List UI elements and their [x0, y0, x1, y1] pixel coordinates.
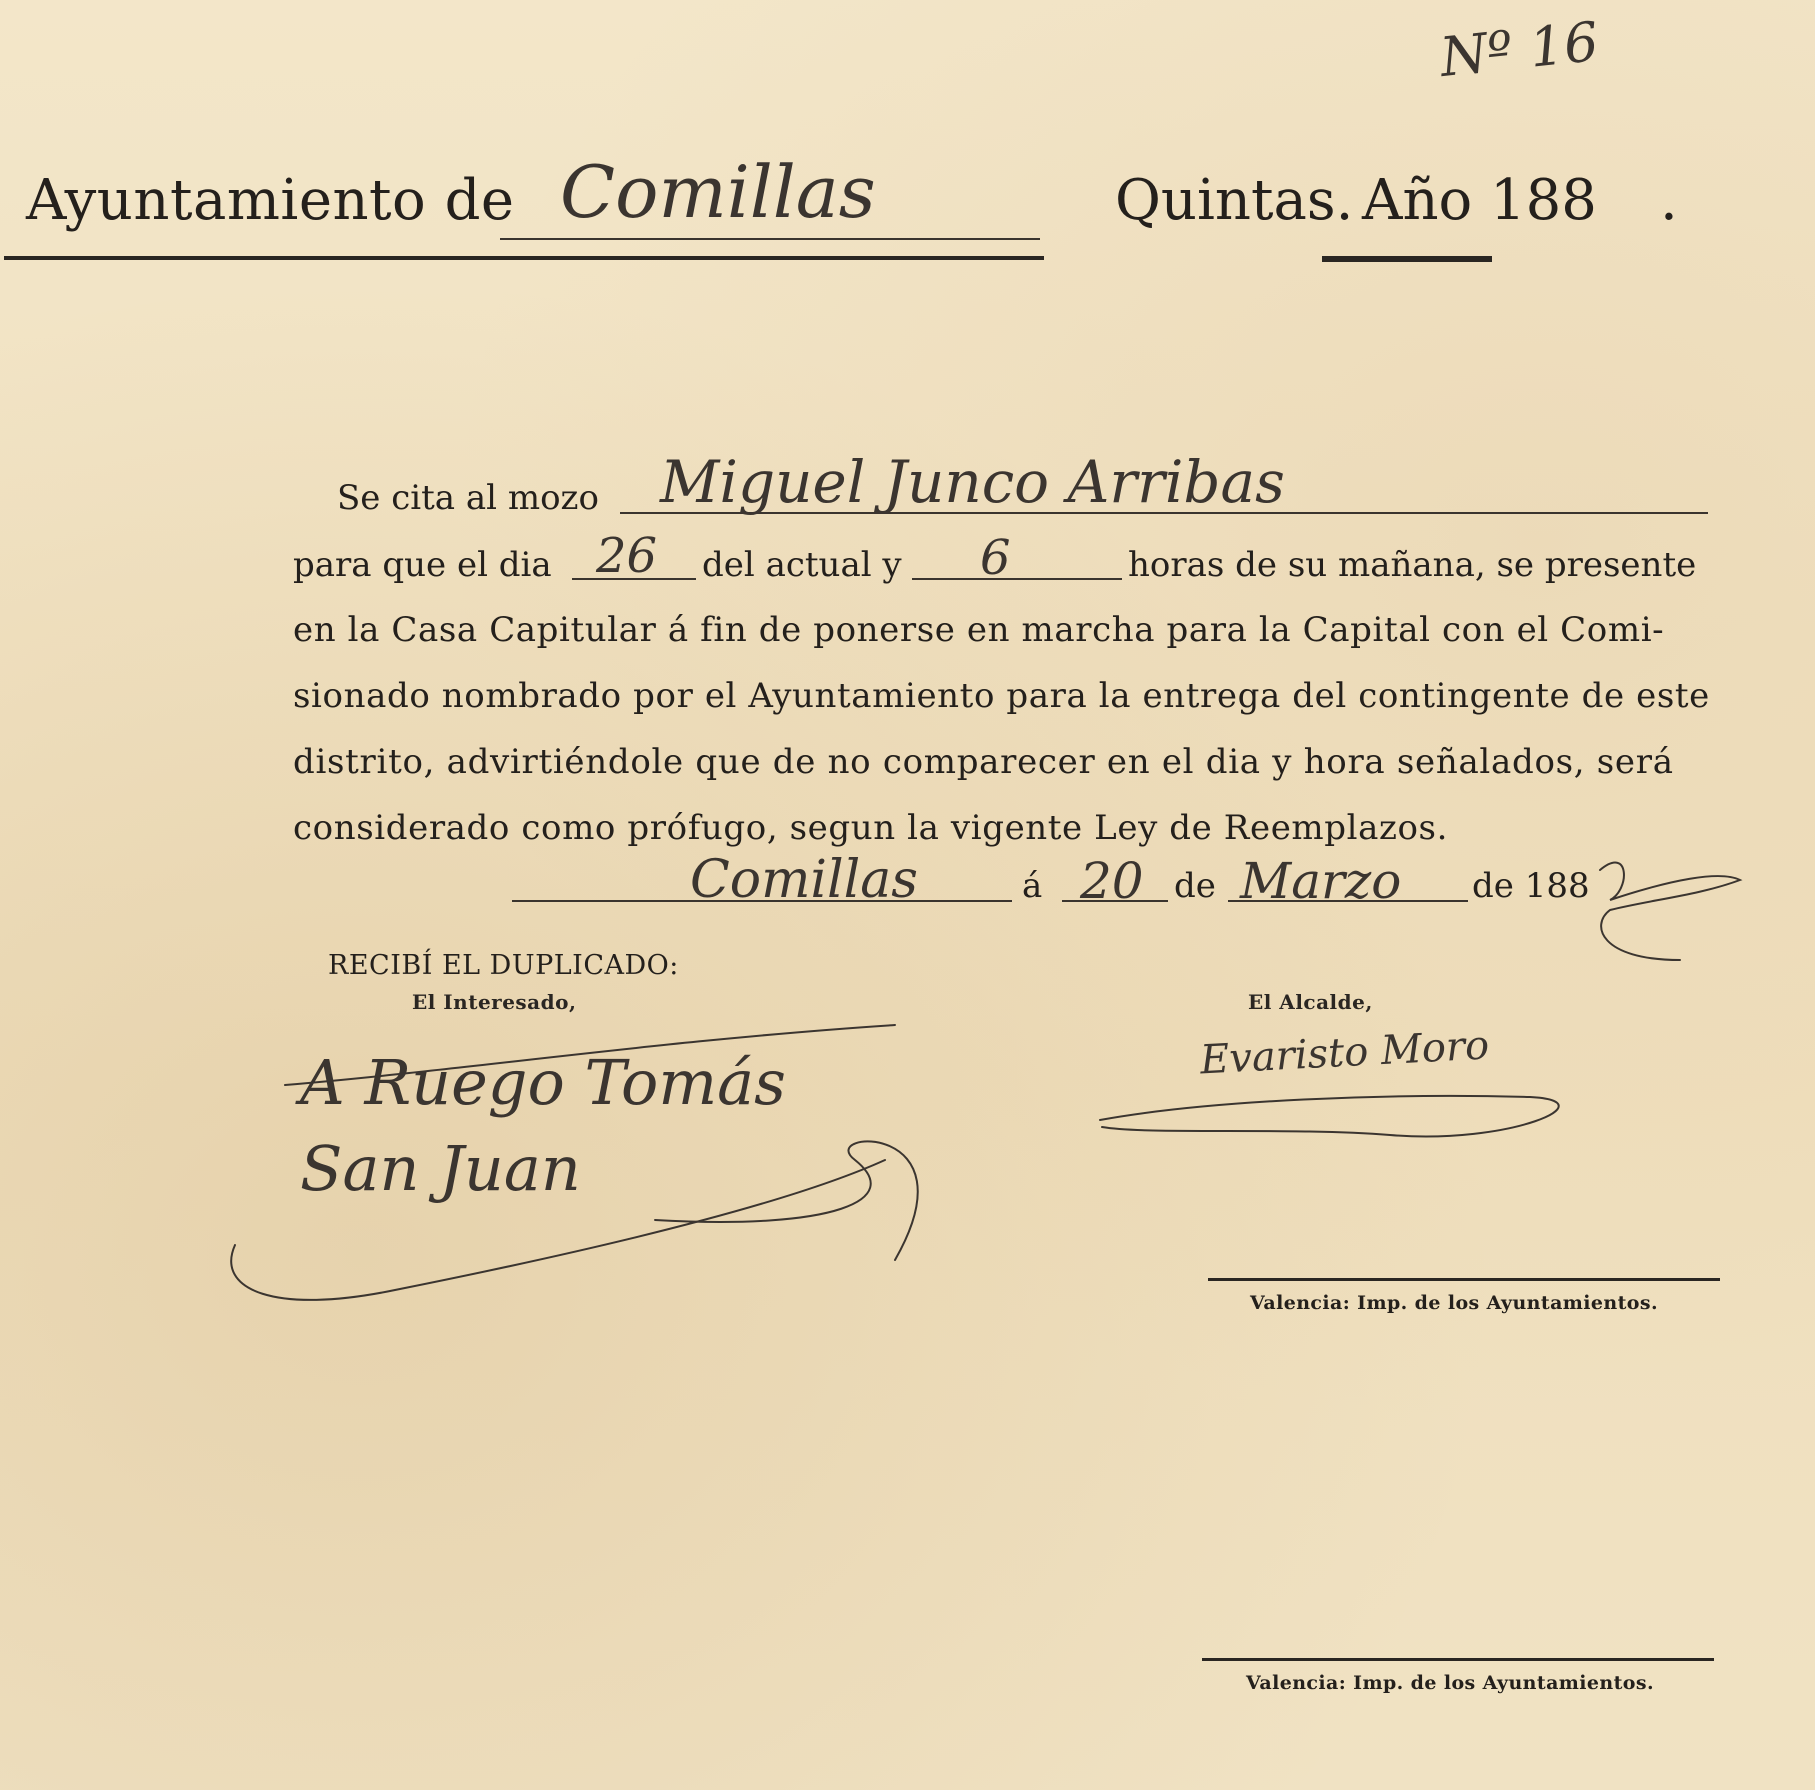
body-line-5: distrito, advirtiéndole que de no comparecer en el dia y hora señalados, será: [293, 742, 1674, 782]
date-de1: de: [1174, 866, 1216, 906]
ano-suffix: .: [1660, 168, 1678, 233]
body-line-3: en la Casa Capitular á fin de ponerse en marcha para la Capital con el Comi-: [293, 610, 1665, 650]
date-day: 20: [1080, 852, 1144, 910]
body-line-4: sionado nombrado por el Ayuntamiento para la entrega del contingente de este: [293, 676, 1710, 716]
printer-note-2: Valencia: Imp. de los Ayuntamientos.: [1246, 1672, 1654, 1694]
hora-fill-line: [912, 578, 1122, 580]
header-rule-left: [4, 256, 1044, 260]
line2-mid: del actual y: [702, 545, 902, 585]
printer-rule-1: [1208, 1278, 1720, 1281]
date-month: Marzo: [1240, 852, 1402, 910]
ano-label: Año 188: [1362, 168, 1597, 233]
line2-prefix: para que el dia: [293, 545, 552, 585]
alcalde-label: El Alcalde,: [1248, 990, 1373, 1014]
printer-note-1: Valencia: Imp. de los Ayuntamientos.: [1250, 1292, 1658, 1314]
dia-value: 26: [596, 528, 658, 584]
quintas-label: Quintas.: [1115, 168, 1354, 233]
page-number: Nº 16: [1437, 9, 1602, 90]
interesado-flourish: [215, 1020, 915, 1320]
ayuntamiento-fill-line: [500, 238, 1040, 240]
mozo-name: Miguel Junco Arribas: [660, 448, 1285, 516]
printer-rule-2: [1202, 1658, 1714, 1661]
interesado-label: El Interesado,: [412, 990, 577, 1014]
alcalde-signature: Evaristo Moro: [1198, 1022, 1491, 1084]
interesado-signature: A Ruego Tomás San Juan: [300, 1046, 786, 1205]
hora-value: 6: [980, 530, 1011, 586]
ayuntamiento-value: Comillas: [560, 150, 876, 234]
recibi-duplicado: RECIBÍ EL DUPLICADO:: [328, 950, 679, 981]
line1-prefix: Se cita al mozo: [337, 478, 599, 518]
line2-suffix: horas de su mañana, se presente: [1128, 545, 1697, 585]
year-flourish: [1590, 850, 1750, 970]
alcalde-flourish: [1090, 1075, 1590, 1145]
date-a: á: [1022, 866, 1043, 906]
date-de2: de 188: [1472, 866, 1590, 906]
ayuntamiento-label: Ayuntamiento de: [26, 168, 515, 233]
date-place: Comillas: [690, 850, 918, 910]
header-rule-right: [1322, 256, 1492, 262]
body-line-6: considerado como prófugo, segun la vigente Ley de Reemplazos.: [293, 808, 1449, 848]
